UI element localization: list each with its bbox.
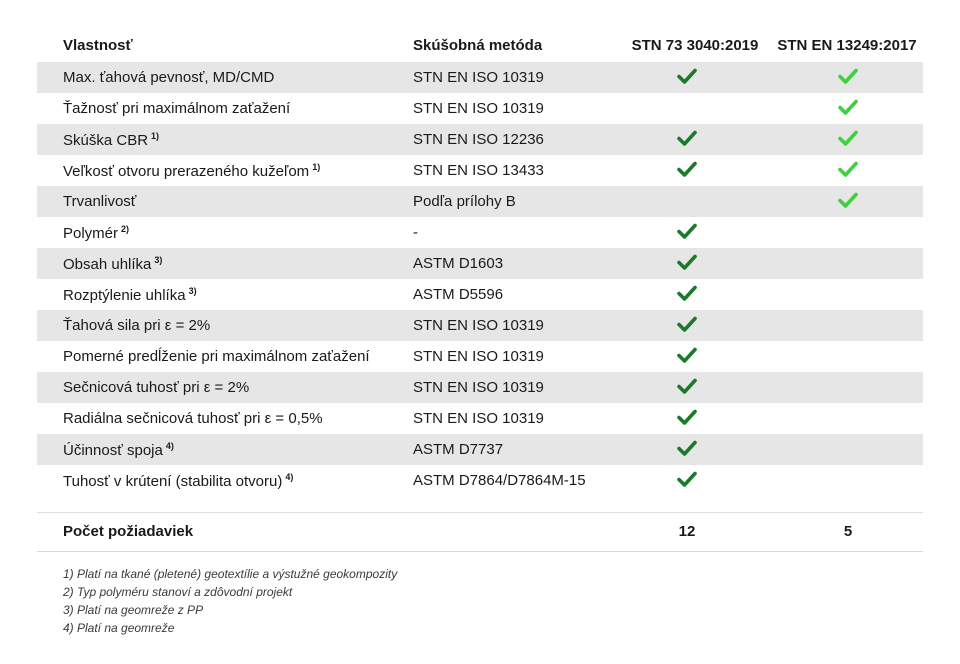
property-cell <box>63 193 136 210</box>
method-cell: STN EN ISO 10319 <box>413 410 544 427</box>
table-row <box>37 186 923 217</box>
checkmark-icon <box>677 382 697 399</box>
method-cell: STN EN ISO 10319 <box>413 379 544 396</box>
table-row <box>37 248 923 279</box>
property-label: Max. ťahová pevnosť, MD/CMD <box>63 69 275 86</box>
footnote-ref: 3) <box>188 285 197 296</box>
checkmark-icon <box>838 196 858 213</box>
checkmark-icon <box>677 72 697 89</box>
property-cell <box>63 100 290 117</box>
property-label: Účinnosť spoja <box>63 441 163 459</box>
property-cell <box>63 131 159 149</box>
table-body <box>37 62 923 496</box>
stn-cell <box>615 439 759 461</box>
requirements-table <box>37 28 923 496</box>
method-cell: ASTM D5596 <box>413 286 504 303</box>
header-stn: STN 73 3040:2019 <box>631 36 759 54</box>
en-cell <box>768 98 928 120</box>
method-cell: STN EN ISO 10319 <box>413 317 544 334</box>
table-row <box>37 341 923 372</box>
stn-cell <box>615 253 759 275</box>
property-cell <box>63 472 293 490</box>
footnote-ref: 1) <box>312 161 321 172</box>
checkmark-icon <box>838 165 858 182</box>
table-row <box>37 372 923 403</box>
stn-cell <box>615 377 759 399</box>
property-label: Skúška CBR <box>63 131 149 149</box>
table-row <box>37 155 923 186</box>
property-cell <box>63 410 323 427</box>
footnote-ref: 3) <box>154 254 163 265</box>
method-cell: ASTM D1603 <box>413 255 504 272</box>
stn-cell <box>615 346 759 368</box>
method-cell: STN EN ISO 10319 <box>413 348 544 365</box>
stn-cell <box>615 67 759 89</box>
property-label: Trvanlivosť <box>63 193 137 210</box>
property-label: Rozptýlenie uhlíka <box>63 286 186 304</box>
method-cell: Podľa prílohy B <box>413 193 516 210</box>
footnote: 3) Platí na geomreže z PP <box>63 603 204 617</box>
property-label: Veľkosť otvoru prerazeného kužeľom <box>63 162 310 180</box>
property-cell <box>63 348 370 365</box>
footnote: 4) Platí na geomreže <box>63 621 175 635</box>
table-row <box>37 310 923 341</box>
table-row <box>37 124 923 155</box>
stn-cell <box>615 160 759 182</box>
stn-cell <box>615 408 759 430</box>
checkmark-icon <box>677 351 697 368</box>
method-cell: ASTM D7737 <box>413 441 504 458</box>
totals-row <box>37 512 923 552</box>
footnote-ref: 2) <box>121 223 130 234</box>
property-label: Tuhosť v krútení (stabilita otvoru) <box>63 472 283 490</box>
property-label: Polymér <box>63 224 119 242</box>
property-label: Ťahová sila pri ε = 2% <box>63 317 211 334</box>
checkmark-icon <box>677 413 697 430</box>
stn-cell <box>615 315 759 337</box>
footnotes <box>63 565 397 637</box>
header-method: Skúšobná metóda <box>413 36 543 54</box>
method-cell: STN EN ISO 12236 <box>413 131 544 148</box>
property-cell <box>63 317 210 334</box>
footnote-ref: 4) <box>285 471 294 482</box>
property-cell <box>63 286 197 304</box>
checkmark-icon <box>677 165 697 182</box>
checkmark-icon <box>838 72 858 89</box>
checkmark-icon <box>677 320 697 337</box>
checkmark-icon <box>677 444 697 461</box>
property-cell <box>63 255 162 273</box>
checkmark-icon <box>677 134 697 151</box>
method-cell: STN EN ISO 13433 <box>413 162 544 179</box>
property-label: Radiálna sečnicová tuhosť pri ε = 0,5% <box>63 410 323 427</box>
stn-cell <box>615 470 759 492</box>
en-cell <box>768 67 928 89</box>
checkmark-icon <box>677 289 697 306</box>
property-label: Pomerné predĺženie pri maximálnom zaťažení <box>63 348 370 365</box>
en-cell <box>768 129 928 151</box>
stn-cell <box>615 129 759 151</box>
en-cell <box>768 160 928 182</box>
totals-label: Počet požiadaviek <box>63 523 194 540</box>
table-row <box>37 217 923 248</box>
checkmark-icon <box>677 475 697 492</box>
property-label: Ťažnosť pri maximálnom zaťažení <box>63 100 291 117</box>
checkmark-icon <box>838 134 858 151</box>
en-cell <box>768 191 928 213</box>
checkmark-icon <box>677 227 697 244</box>
property-cell <box>63 162 320 180</box>
footnote-ref: 1) <box>151 130 160 141</box>
property-cell <box>63 224 129 242</box>
stn-cell <box>615 222 759 244</box>
footnote-ref: 4) <box>165 440 174 451</box>
table-row <box>37 93 923 124</box>
table-row <box>37 62 923 93</box>
header-en: STN EN 13249:2017 <box>777 36 917 54</box>
totals-stn: 12 <box>678 523 696 540</box>
table-row <box>37 465 923 496</box>
table-row <box>37 434 923 465</box>
footnote: 1) Platí na tkané (pletené) geotextílie a výstužné geokompozity <box>63 567 398 581</box>
property-cell <box>63 441 174 459</box>
property-cell <box>63 69 274 86</box>
table-row <box>37 403 923 434</box>
property-label: Obsah uhlíka <box>63 255 152 273</box>
checkmark-icon <box>838 103 858 120</box>
checkmark-icon <box>677 258 697 275</box>
method-cell: ASTM D7864/D7864M-15 <box>413 472 586 489</box>
property-label: Sečnicová tuhosť pri ε = 2% <box>63 379 250 396</box>
table-row <box>37 279 923 310</box>
property-cell <box>63 379 249 396</box>
footnote: 2) Typ polyméru stanoví a zdôvodní projekt <box>63 585 293 599</box>
method-cell: STN EN ISO 10319 <box>413 69 544 86</box>
header-property: Vlastnosť <box>63 36 133 54</box>
table-header <box>37 28 923 62</box>
totals-en: 5 <box>843 523 853 540</box>
method-cell: STN EN ISO 10319 <box>413 100 544 117</box>
method-cell: - <box>413 224 418 241</box>
stn-cell <box>615 284 759 306</box>
